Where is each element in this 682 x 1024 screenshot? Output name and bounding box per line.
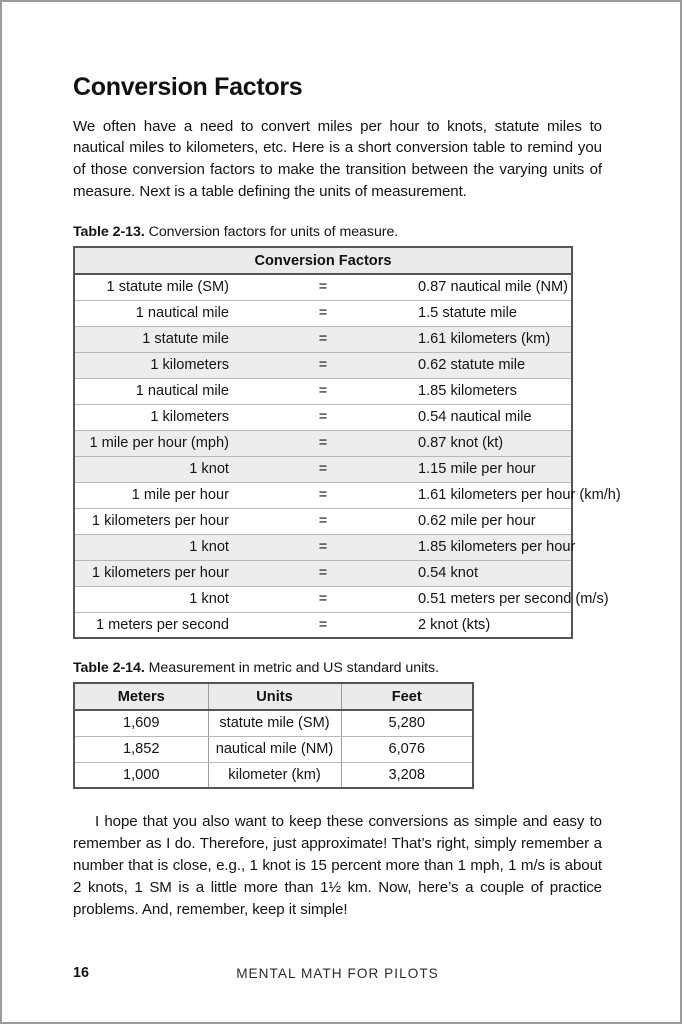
equals-sign: =	[240, 378, 406, 404]
table-row	[74, 456, 572, 482]
conversion-from-cell: 1 nautical mile	[74, 378, 240, 404]
column-header: Units	[208, 683, 341, 710]
table-row	[74, 378, 572, 404]
table-2-13-header-row	[74, 247, 572, 274]
table-row	[74, 352, 572, 378]
table-2-14-head	[74, 683, 473, 710]
table-2-13-caption-text: Conversion factors for units of measure.	[148, 224, 399, 241]
table-row	[74, 274, 572, 300]
running-head: MENTAL MATH FOR PILOTS	[236, 966, 439, 981]
table-row	[74, 560, 572, 586]
conversion-to-cell: 0.54 knot	[406, 560, 572, 586]
equals-sign: =	[240, 560, 406, 586]
table-cell: 5,280	[341, 710, 473, 736]
table-2-13-caption-label: Table 2-13.	[73, 224, 145, 241]
conversion-to-cell: 0.87 knot (kt)	[406, 430, 572, 456]
conversion-to-cell: 0.51 meters per second (m/s)	[406, 586, 572, 612]
conversion-to-cell: 0.62 mile per hour	[406, 508, 572, 534]
table-2-13-caption	[73, 223, 602, 241]
table-row	[74, 404, 572, 430]
page-footer	[73, 965, 602, 987]
table-2-14-header-row	[74, 683, 473, 710]
conversion-to-cell: 0.54 nautical mile	[406, 404, 572, 430]
page-content	[73, 73, 621, 921]
table-2-14-caption-label: Table 2-14.	[73, 660, 145, 677]
conversion-to-cell: 1.61 kilometers per hour (km/h)	[406, 482, 572, 508]
page-number: 16	[73, 965, 90, 981]
table-cell: 1,609	[74, 710, 208, 736]
table-conversion-factors	[73, 246, 621, 639]
equals-sign: =	[318, 616, 328, 633]
equals-sign: =	[240, 482, 406, 508]
table-row	[74, 612, 572, 638]
conversion-from-cell: 1 nautical mile	[74, 300, 240, 326]
conversion-from-cell: 1 knot	[74, 586, 240, 612]
column-header: Feet	[341, 683, 473, 710]
equals-sign: =	[240, 430, 406, 456]
table-row	[74, 710, 473, 736]
table-2-14-caption-text: Measurement in metric and US standard units.	[148, 660, 439, 677]
conversion-to-cell: 1.61 kilometers (km)	[406, 326, 572, 352]
table-row	[74, 762, 473, 788]
equals-sign: =	[240, 274, 406, 300]
equals-sign: =	[240, 534, 406, 560]
conversion-from-cell: 1 knot	[74, 534, 240, 560]
table-row	[74, 586, 572, 612]
table-cell: statute mile (SM)	[208, 710, 341, 736]
table-row	[74, 482, 572, 508]
conversion-from-cell: 1 statute mile	[74, 326, 240, 352]
page-title: Conversion Factors	[73, 73, 303, 101]
equals-sign: =	[240, 326, 406, 352]
equals-sign: =	[240, 586, 406, 612]
table-row	[74, 326, 572, 352]
column-header: Meters	[74, 683, 208, 710]
table-cell: 6,076	[341, 736, 473, 762]
conversion-to-cell: 1.5 statute mile	[406, 300, 572, 326]
conversion-from-cell: 1 statute mile (SM)	[74, 274, 240, 300]
table-metric-us-units	[73, 682, 474, 789]
conversion-to-cell: 0.87 nautical mile (NM)	[406, 274, 572, 300]
conversion-from-cell: 1 knot	[74, 456, 240, 482]
table-2-13-head	[74, 247, 572, 274]
closing-paragraph: I hope that you also want to keep these conversions as simple and easy to remember as I do. Therefore, just approximate! That’s right, simply remember a number that is close, e.g., 1 knot is 15 percent more than 1 mph, 1 m/s is about 2 knots, 1 SM is a little more than 1½ km. Now, here’s a couple of practice problems. And, remember, keep it simple!	[73, 813, 602, 918]
table-2-13-header-title: Conversion Factors	[74, 247, 572, 274]
conversion-to-cell: 1.85 kilometers	[406, 378, 572, 404]
equals-sign: =	[240, 508, 406, 534]
table-row	[74, 430, 572, 456]
conversion-from-cell: 1 mile per hour (mph)	[74, 430, 240, 456]
conversion-to-cell: 1.15 mile per hour	[406, 456, 572, 482]
conversion-from-cell: 1 kilometers per hour	[74, 560, 240, 586]
table-cell: kilometer (km)	[208, 762, 341, 788]
equals-sign: =	[240, 456, 406, 482]
conversion-from-cell: 1 kilometers	[74, 352, 240, 378]
table-2-14-body	[74, 710, 473, 788]
conversion-from-cell: 1 kilometers per hour	[74, 508, 240, 534]
conversion-from-cell: 1 kilometers	[74, 404, 240, 430]
conversion-to-cell: 1.85 kilometers per hour	[406, 534, 572, 560]
table-2-14-caption	[73, 659, 602, 677]
conversion-to-cell: 0.62 statute mile	[406, 352, 572, 378]
equals-sign: =	[240, 300, 406, 326]
equals-sign: =	[240, 352, 406, 378]
table-cell: nautical mile (NM)	[208, 736, 341, 762]
conversion-from-cell: 1 meters per second	[95, 616, 229, 633]
table-row	[74, 736, 473, 762]
conversion-from-cell: 1 mile per hour	[74, 482, 240, 508]
table-row	[74, 508, 572, 534]
table-row	[74, 300, 572, 326]
table-row	[74, 534, 572, 560]
table-cell: 1,000	[74, 762, 208, 788]
intro-paragraph: We often have a need to convert miles per hour to knots, statute miles to nautical miles to kilometers, etc. Here is a short conversion table to remind you of those conversion factors to make the transition between the varying units of measure. Next is a table defining the units of measurement.	[73, 117, 602, 201]
table-2-13-body	[74, 274, 621, 638]
equals-sign: =	[240, 404, 406, 430]
conversion-to-cell: 2 knot (kts)	[418, 616, 491, 633]
table-cell: 1,852	[74, 736, 208, 762]
table-cell: 3,208	[388, 766, 426, 783]
